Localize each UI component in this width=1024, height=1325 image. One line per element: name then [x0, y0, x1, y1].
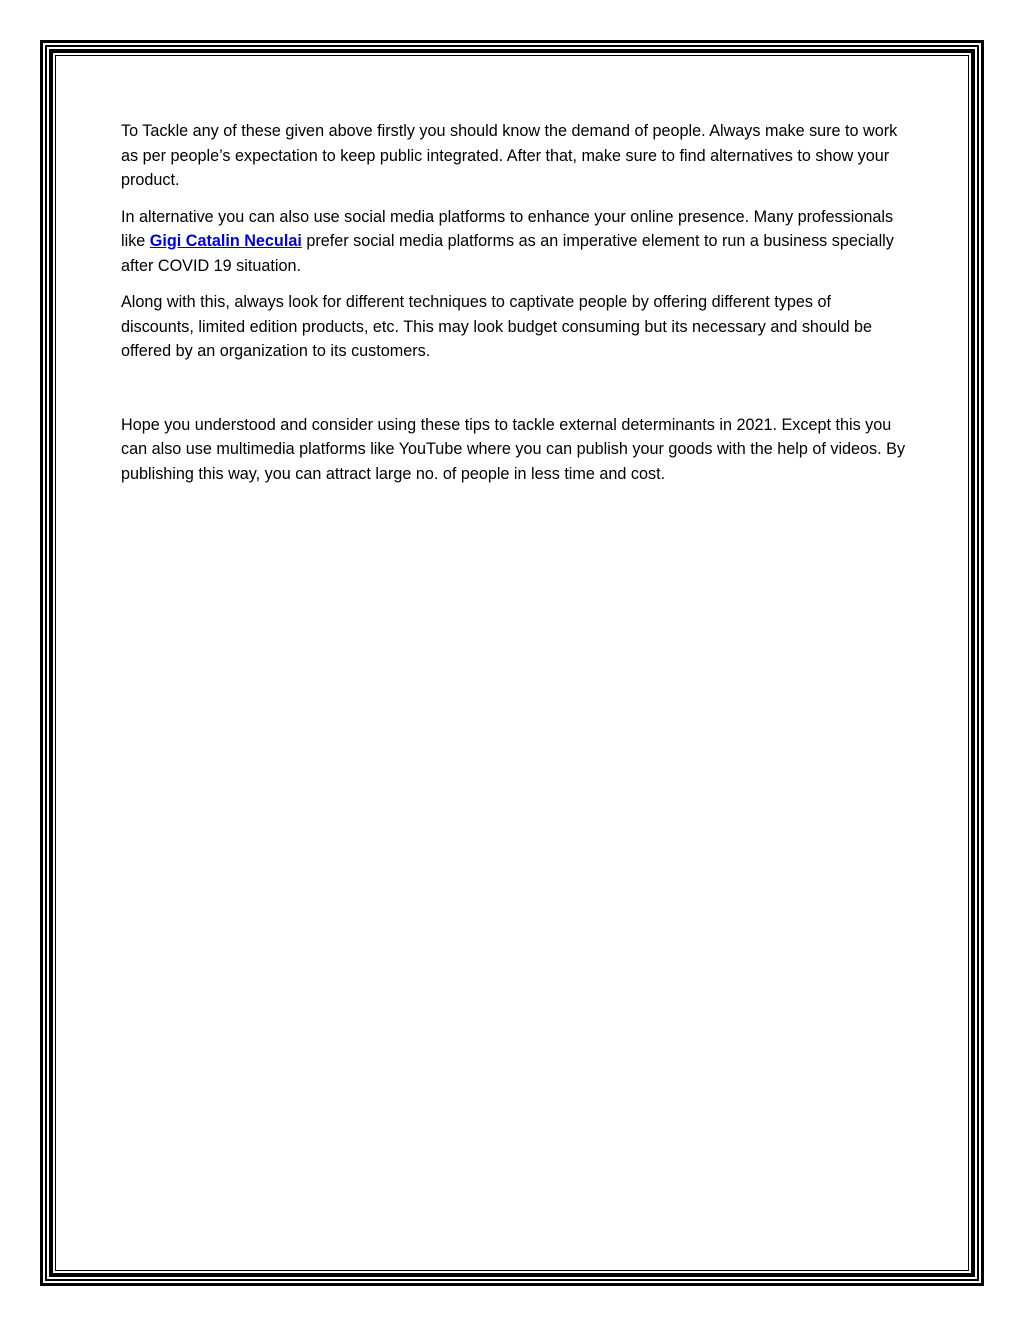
- paragraph-3: Along with this, always look for different techniques to captivate people by offering different types of discounts, limited edition products, etc. This may look budget consuming but its necessary and should be offered by an organization to its customers.: [121, 293, 873, 360]
- paragraph-1: To Tackle any of these given above firstly you should know the demand of people. Always make sure to work as per people’s expectation to keep public integrated. After that, make sure to find alternatives to show your product.: [121, 122, 898, 189]
- paragraph-2-lead: In alternative you can also use social media platforms to enhance your online presence. Many professionals like: [121, 207, 894, 250]
- paragraph-4: Hope you understood and consider using these tips to tackle external determinants in 2021. Except this you can also use multimedia platforms like YouTube where you can publish your goods with the help of videos. By publishing this way, you can attract large no. of people in less time and cost.: [121, 415, 906, 483]
- paragraph-2-tail: prefer social media platforms as an imperative element to run a business specially after COVID 19 situation.: [121, 232, 894, 275]
- document-body: [121, 119, 906, 498]
- paragraph-2: [121, 205, 906, 279]
- gigi-catalin-neculai-link[interactable]: Gigi Catalin Neculai: [149, 232, 302, 250]
